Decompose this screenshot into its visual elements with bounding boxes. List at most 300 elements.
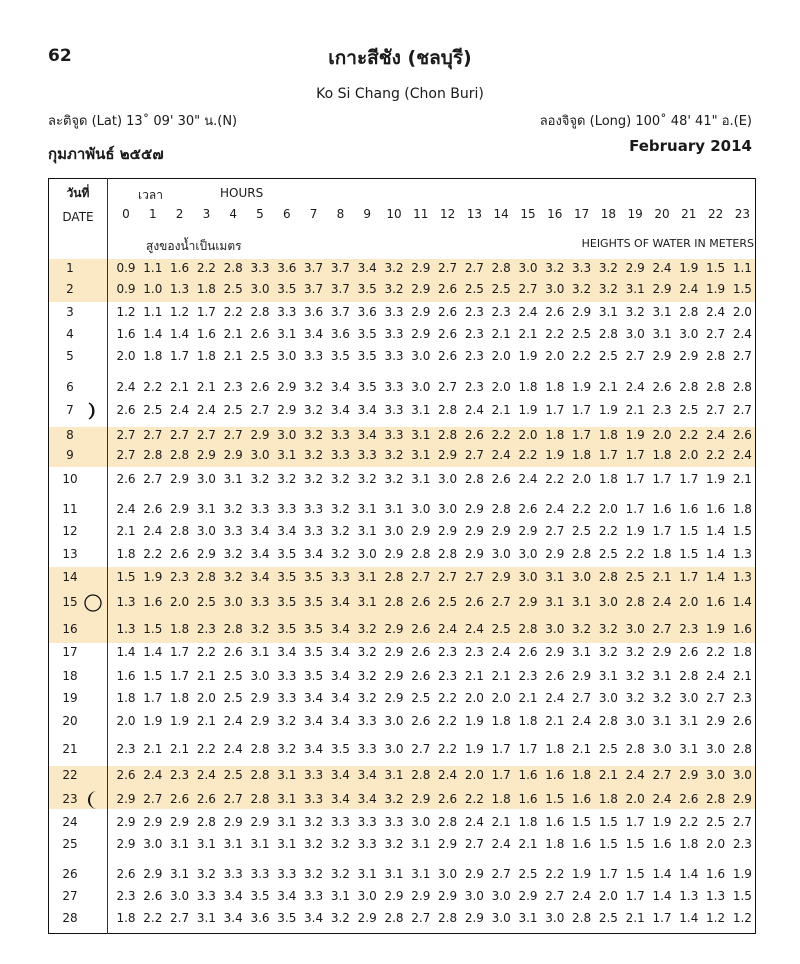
water-height-cell: 3.3 [250,867,270,881]
hour-label-12: 12 [439,207,456,221]
water-height-cell: 3.3 [223,867,243,881]
water-height-cell: 2.9 [438,837,458,851]
hour-label-14: 14 [493,207,509,221]
water-height-cell: 2.0 [491,691,511,705]
water-height-cell: 3.1 [196,911,216,925]
water-height-cell: 2.9 [143,867,163,881]
water-height-cell: 3.6 [250,911,270,925]
water-height-cell: 2.6 [438,282,458,296]
water-height-cell: 1.6 [706,595,726,609]
water-height-cell: 3.1 [545,595,565,609]
water-height-cell: 3.3 [330,815,350,829]
water-height-cell: 2.0 [116,349,136,363]
water-height-cell: 1.9 [545,448,565,462]
water-height-cell: 3.2 [330,502,350,516]
water-height-cell: 1.9 [143,570,163,584]
hours-header: HOURS [220,186,264,200]
longitude-label: ลองจิจูด (Long) 100˚ 48' 41" อ.(E) [539,114,752,129]
water-height-cell: 2.8 [625,742,645,756]
water-height-cell: 2.6 [411,595,431,609]
water-height-cell: 3.7 [304,261,324,275]
water-height-cell: 2.4 [491,645,511,659]
water-height-cell: 3.0 [384,524,404,538]
date-cell: 3 [66,305,74,319]
water-height-cell: 3.3 [357,815,377,829]
water-height-cell: 3.0 [625,327,645,341]
water-height-cell: 2.2 [598,524,618,538]
water-height-cell: 3.3 [357,837,377,851]
water-height-cell: 3.3 [384,327,404,341]
water-height-cell: 1.8 [170,691,190,705]
water-height-cell: 2.8 [438,911,458,925]
water-height-cell: 2.8 [598,327,618,341]
water-height-cell: 3.3 [304,768,324,782]
water-height-cell: 3.0 [464,889,484,903]
water-height-cell: 1.8 [598,428,618,442]
water-height-cell: 3.3 [384,815,404,829]
water-height-cell: 2.5 [196,595,216,609]
water-height-cell: 1.7 [170,669,190,683]
water-height-cell: 3.4 [357,403,377,417]
water-height-cell: 3.3 [250,595,270,609]
water-height-cell: 2.3 [116,742,136,756]
water-height-cell: 3.6 [330,327,350,341]
water-height-cell: 3.0 [438,502,458,516]
water-height-cell: 2.4 [625,768,645,782]
water-height-cell: 3.3 [357,742,377,756]
water-height-cell: 2.4 [518,472,538,486]
hour-label-6: 6 [282,207,291,221]
water-height-cell: 1.4 [679,867,699,881]
water-height-cell: 2.2 [679,428,699,442]
water-height-cell: 1.9 [652,815,672,829]
full-moon-icon [82,592,104,614]
date-cell: 17 [62,645,78,659]
water-height-cell: 2.4 [625,380,645,394]
water-height-cell: 3.0 [411,502,431,516]
water-height-cell: 2.0 [679,448,699,462]
water-height-cell: 2.1 [732,669,752,683]
water-height-cell: 2.9 [491,524,511,538]
water-height-cell: 2.4 [652,595,672,609]
water-height-cell: 2.9 [116,837,136,851]
water-height-cell: 2.3 [223,380,243,394]
date-cell: 2 [66,282,74,296]
water-height-cell: 2.0 [491,380,511,394]
hour-label-16: 16 [547,207,563,221]
water-height-cell: 3.2 [625,305,645,319]
water-height-cell: 1.9 [572,380,592,394]
water-height-cell: 2.2 [438,714,458,728]
water-height-cell: 3.2 [384,472,404,486]
date-cell: 18 [62,669,78,683]
water-height-cell: 3.0 [652,742,672,756]
water-height-cell: 2.9 [518,889,538,903]
water-height-cell: 3.5 [277,570,297,584]
water-height-cell: 2.8 [625,595,645,609]
water-height-cell: 3.0 [625,714,645,728]
water-height-cell: 2.9 [116,815,136,829]
water-height-cell: 2.0 [679,595,699,609]
water-height-cell: 2.3 [464,380,484,394]
water-height-cell: 3.5 [330,349,350,363]
water-height-cell: 3.1 [196,502,216,516]
water-height-cell: 2.0 [706,837,726,851]
water-height-cell: 3.1 [384,867,404,881]
water-height-cell: 3.4 [357,428,377,442]
water-height-cell: 1.8 [196,349,216,363]
water-height-cell: 2.8 [572,547,592,561]
water-height-cell: 3.3 [277,305,297,319]
date-cell: 16 [62,622,78,636]
water-height-cell: 2.6 [411,714,431,728]
water-height-cell: 3.4 [304,714,324,728]
water-height-cell: 3.0 [223,595,243,609]
water-height-cell: 2.7 [411,742,431,756]
water-height-cell: 1.8 [518,815,538,829]
water-height-cell: 2.4 [491,837,511,851]
water-height-cell: 3.2 [330,837,350,851]
water-height-cell: 3.0 [572,570,592,584]
date-cell: 13 [62,547,78,561]
water-height-cell: 2.1 [464,669,484,683]
water-height-cell: 1.5 [706,261,726,275]
water-height-cell: 1.6 [116,327,136,341]
water-height-cell: 2.5 [598,911,618,925]
water-height-cell: 3.1 [598,669,618,683]
water-height-cell: 3.1 [170,837,190,851]
water-height-cell: 3.5 [330,742,350,756]
water-height-cell: 1.3 [116,595,136,609]
hour-label-3: 3 [202,207,211,221]
water-height-cell: 3.3 [384,428,404,442]
water-height-cell: 1.9 [143,714,163,728]
water-height-cell: 2.9 [491,570,511,584]
water-height-cell: 2.4 [116,502,136,516]
hour-label-9: 9 [363,207,371,221]
water-height-cell: 1.5 [679,547,699,561]
water-height-cell: 1.7 [170,645,190,659]
water-height-cell: 3.4 [357,768,377,782]
water-height-cell: 1.6 [652,502,672,516]
water-height-cell: 3.3 [384,349,404,363]
water-height-cell: 2.1 [196,669,216,683]
water-height-cell: 2.7 [196,428,216,442]
water-height-cell: 2.4 [223,714,243,728]
page-number: 62 [48,46,72,66]
water-height-cell: 3.5 [304,645,324,659]
water-height-cell: 2.1 [518,327,538,341]
water-height-cell: 3.1 [411,867,431,881]
water-height-cell: 2.2 [545,472,565,486]
water-height-cell: 2.1 [652,570,672,584]
water-height-cell: 2.7 [732,403,752,417]
water-height-cell: 1.4 [706,524,726,538]
water-height-cell: 3.4 [330,380,350,394]
water-height-cell: 2.3 [170,768,190,782]
water-height-cell: 2.9 [384,645,404,659]
water-height-cell: 3.4 [330,403,350,417]
water-height-cell: 2.6 [545,305,565,319]
date-header: DATE [62,210,94,224]
water-height-cell: 2.4 [652,792,672,806]
water-height-cell: 3.2 [223,502,243,516]
water-height-cell: 2.5 [598,349,618,363]
water-height-cell: 2.7 [545,889,565,903]
water-height-cell: 1.8 [545,428,565,442]
water-height-cell: 2.1 [625,911,645,925]
water-height-cell: 1.5 [625,867,645,881]
water-height-cell: 3.3 [250,502,270,516]
water-height-cell: 1.8 [732,645,752,659]
water-height-cell: 2.3 [116,889,136,903]
date-cell: 7 [66,403,74,417]
water-height-cell: 2.4 [143,768,163,782]
water-height-cell: 2.8 [384,911,404,925]
water-height-cell: 2.9 [411,792,431,806]
water-height-cell: 2.9 [464,867,484,881]
water-height-cell: 2.8 [598,570,618,584]
water-height-cell: 2.9 [464,502,484,516]
water-height-cell: 3.2 [572,282,592,296]
water-height-cell: 2.5 [572,327,592,341]
water-height-cell: 3.0 [411,349,431,363]
water-height-cell: 2.3 [518,669,538,683]
water-height-cell: 3.3 [277,669,297,683]
water-height-cell: 2.9 [545,645,565,659]
water-height-cell: 2.9 [464,911,484,925]
water-height-cell: 3.4 [330,792,350,806]
water-height-cell: 2.4 [732,327,752,341]
water-height-cell: 3.5 [357,282,377,296]
water-height-cell: 3.0 [518,570,538,584]
water-height-cell: 2.9 [518,595,538,609]
water-height-cell: 3.7 [330,261,350,275]
water-height-cell: 3.2 [652,691,672,705]
water-height-cell: 3.2 [625,691,645,705]
water-height-cell: 3.0 [411,815,431,829]
water-height-cell: 1.1 [732,261,752,275]
day-header-thai: วันที่ [66,186,90,200]
water-height-cell: 3.1 [411,448,431,462]
water-height-cell: 2.3 [438,645,458,659]
water-height-cell: 3.2 [357,645,377,659]
water-height-cell: 1.7 [625,502,645,516]
water-height-cell: 2.5 [518,867,538,881]
water-height-cell: 2.7 [732,349,752,363]
water-height-cell: 1.6 [572,837,592,851]
water-height-cell: 2.8 [170,524,190,538]
water-height-cell: 3.4 [330,595,350,609]
water-height-cell: 3.4 [250,547,270,561]
water-height-cell: 1.5 [143,622,163,636]
water-height-cell: 2.3 [464,305,484,319]
date-cell: 14 [62,570,78,584]
date-cell: 20 [62,714,78,728]
water-height-cell: 3.1 [357,502,377,516]
water-height-cell: 1.3 [706,889,726,903]
water-height-cell: 2.3 [652,403,672,417]
water-height-cell: 3.0 [384,714,404,728]
water-height-cell: 3.7 [304,282,324,296]
water-height-cell: 2.1 [491,669,511,683]
water-height-cell: 2.8 [196,815,216,829]
water-height-cell: 3.4 [330,622,350,636]
water-height-cell: 1.6 [518,792,538,806]
water-height-cell: 3.3 [330,448,350,462]
water-height-cell: 1.8 [116,547,136,561]
water-height-cell: 3.5 [357,349,377,363]
water-height-cell: 2.1 [518,691,538,705]
date-cell: 12 [62,524,78,538]
water-height-cell: 3.2 [384,448,404,462]
water-height-cell: 3.2 [304,472,324,486]
water-height-cell: 2.6 [464,595,484,609]
water-height-cell: 2.6 [679,792,699,806]
water-height-cell: 3.7 [330,282,350,296]
water-height-cell: 2.2 [706,448,726,462]
water-height-cell: 2.3 [438,669,458,683]
water-height-cell: 2.9 [223,448,243,462]
first-quarter-moon-icon [82,400,104,422]
water-height-cell: 1.8 [652,547,672,561]
hour-label-18: 18 [600,207,617,221]
water-height-cell: 3.0 [625,622,645,636]
water-height-cell: 2.0 [598,889,618,903]
water-height-cell: 3.0 [491,547,511,561]
water-height-cell: 2.9 [250,815,270,829]
water-height-cell: 1.9 [464,714,484,728]
water-height-cell: 2.2 [572,502,592,516]
water-height-cell: 2.2 [438,742,458,756]
water-height-cell: 2.9 [411,282,431,296]
water-height-cell: 2.7 [438,261,458,275]
water-height-cell: 2.7 [143,472,163,486]
water-height-cell: 2.9 [652,349,672,363]
water-height-cell: 2.8 [438,428,458,442]
water-height-cell: 2.1 [732,472,752,486]
water-height-cell: 3.2 [277,714,297,728]
water-height-cell: 2.9 [223,815,243,829]
hour-label-15: 15 [520,207,536,221]
water-height-cell: 2.9 [652,645,672,659]
water-height-cell: 2.7 [545,524,565,538]
water-height-cell: 3.0 [250,282,270,296]
water-height-cell: 3.2 [330,524,350,538]
water-height-cell: 2.8 [438,815,458,829]
water-height-cell: 2.1 [196,380,216,394]
water-height-cell: 2.9 [572,669,592,683]
water-height-cell: 3.0 [170,889,190,903]
water-height-cell: 1.9 [518,349,538,363]
hour-label-2: 2 [175,207,184,221]
water-height-cell: 2.8 [384,595,404,609]
water-height-cell: 2.8 [732,380,752,394]
water-height-cell: 3.2 [304,837,324,851]
water-height-cell: 2.8 [170,448,190,462]
water-height-cell: 1.5 [625,837,645,851]
water-height-cell: 2.1 [170,742,190,756]
water-height-cell: 3.1 [545,570,565,584]
water-height-cell: 3.0 [491,911,511,925]
hour-label-19: 19 [627,207,643,221]
water-height-cell: 3.3 [223,524,243,538]
water-height-cell: 2.5 [491,282,511,296]
water-height-cell: 2.9 [411,524,431,538]
water-height-cell: 2.8 [679,305,699,319]
water-height-cell: 2.8 [438,547,458,561]
water-height-cell: 1.6 [143,595,163,609]
water-height-cell: 1.4 [679,911,699,925]
water-height-cell: 1.7 [652,472,672,486]
water-height-cell: 2.8 [384,570,404,584]
water-height-cell: 2.6 [438,792,458,806]
water-height-cell: 2.5 [250,349,270,363]
water-height-cell: 3.0 [679,327,699,341]
water-height-cell: 2.9 [572,305,592,319]
water-height-cell: 2.8 [732,742,752,756]
water-height-cell: 2.5 [143,403,163,417]
water-height-cell: 2.4 [732,448,752,462]
water-height-cell: 3.1 [196,837,216,851]
water-height-cell: 2.1 [572,742,592,756]
water-height-cell: 3.0 [277,428,297,442]
water-height-cell: 3.3 [384,403,404,417]
water-height-cell: 3.2 [545,261,565,275]
water-height-cell: 3.1 [357,570,377,584]
water-height-cell: 2.7 [116,428,136,442]
water-height-cell: 2.8 [250,305,270,319]
water-height-cell: 3.1 [250,645,270,659]
water-height-cell: 2.8 [223,261,243,275]
water-height-cell: 2.9 [277,403,297,417]
water-height-cell: 2.4 [438,768,458,782]
hour-label-21: 21 [681,207,697,221]
water-height-cell: 2.7 [706,691,726,705]
water-height-cell: 3.4 [357,261,377,275]
water-height-cell: 2.9 [277,380,297,394]
water-height-cell: 2.9 [116,792,136,806]
water-height-cell: 3.4 [277,524,297,538]
water-height-cell: 2.4 [518,305,538,319]
water-height-cell: 2.9 [411,889,431,903]
water-height-cell: 2.4 [196,768,216,782]
water-height-cell: 2.0 [464,768,484,782]
water-height-cell: 2.7 [223,792,243,806]
water-height-cell: 2.2 [438,691,458,705]
water-height-cell: 1.6 [679,502,699,516]
water-height-cell: 1.8 [545,742,565,756]
water-height-cell: 2.5 [598,547,618,561]
date-cell: 22 [62,768,78,782]
water-height-cell: 3.4 [223,889,243,903]
water-height-cell: 2.8 [598,714,618,728]
water-height-cell: 2.2 [545,327,565,341]
water-height-cell: 1.3 [679,889,699,903]
hour-label-20: 20 [654,207,670,221]
water-height-cell: 1.8 [598,792,618,806]
month-label-english: February 2014 [629,137,752,155]
water-height-cell: 2.9 [250,428,270,442]
water-height-cell: 2.4 [706,305,726,319]
water-height-cell: 3.2 [330,547,350,561]
water-height-cell: 3.6 [357,305,377,319]
water-height-cell: 3.1 [330,889,350,903]
water-height-cell: 1.8 [518,714,538,728]
water-height-cell: 2.6 [223,645,243,659]
water-height-cell: 3.3 [384,305,404,319]
water-height-cell: 3.1 [223,837,243,851]
